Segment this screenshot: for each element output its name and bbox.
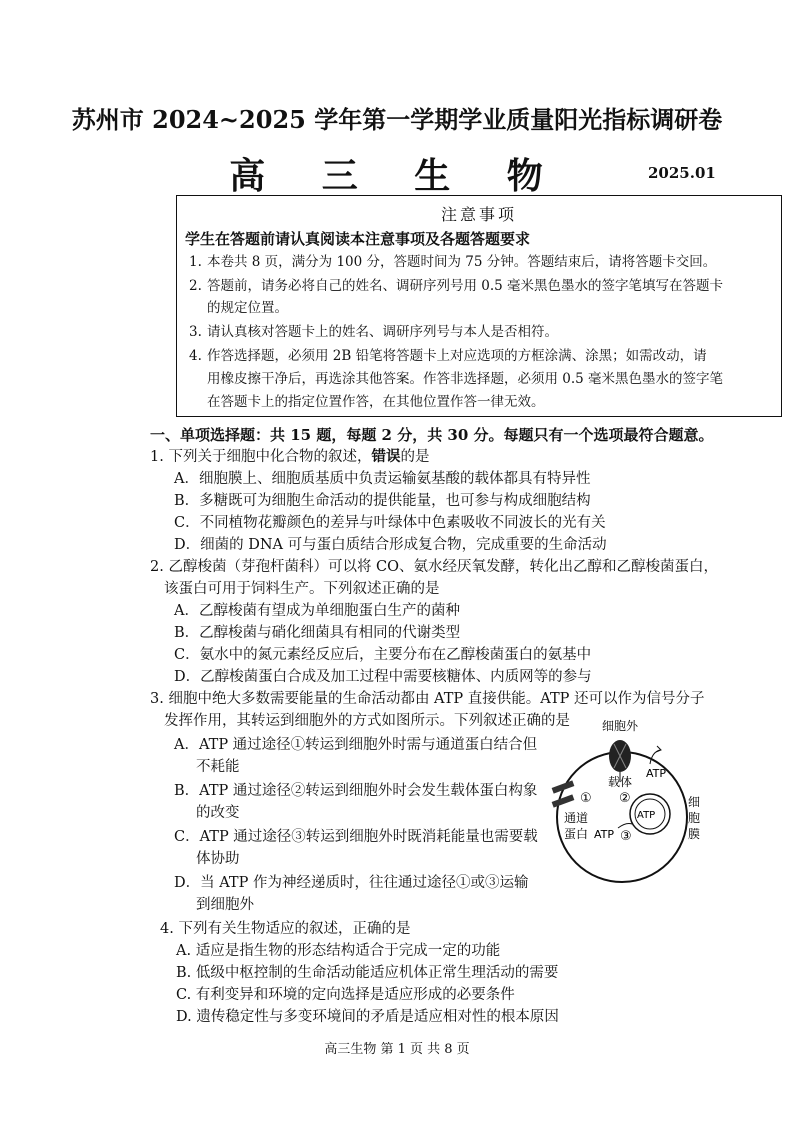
question-3-option-a-continued: 不耗能	[196, 759, 240, 775]
question-3-option-c: C．ATP 通过途径③转运到细胞外时既消耗能量也需要载	[174, 829, 538, 845]
stem-emphasis: 错误	[371, 448, 401, 465]
question-4-option-c: C. 有利变异和环境的定向选择是适应形成的必要条件	[176, 987, 515, 1003]
notice-item-text: 请认真核对答题卡上的姓名、调研序列号与本人是否相符。	[207, 324, 558, 340]
notice-item-3	[189, 320, 773, 344]
question-1-option-d: D．细菌的 DNA 可与蛋白质结合形成复合物，完成重要的生命活动	[174, 537, 607, 553]
path-3-label: ③	[620, 829, 632, 844]
notice-item-number: 2.	[189, 278, 202, 294]
question-1-option-c: C．不同植物花瓣颜色的差异与叶绿体中色素吸收不同波长的光有关	[174, 515, 606, 531]
stem-text: 的是	[400, 449, 430, 465]
question-2-option-b: B．乙醇梭菌与硝化细菌具有相同的代谢类型	[174, 625, 461, 641]
question-2-stem: 2. 乙醇梭菌（芽孢杆菌科）可以将 CO、氨水经厌氧发酵，转化出乙醇和乙醇梭菌蛋白，	[150, 559, 719, 575]
notice-item-2	[189, 274, 773, 298]
notice-item-text: 答题前，请务必将自己的姓名、调研序列号用 0.5 毫米黑色墨水的签字笔填写在答题卡	[207, 278, 724, 294]
question-4-stem: 4. 下列有关生物适应的叙述，正确的是	[160, 921, 411, 937]
path-2-label: ②	[619, 791, 631, 806]
notice-requirement: 学生在答题前请认真阅读本注意事项及各题答题要求	[185, 230, 531, 248]
notice-item-4-continued: 用橡皮擦干净后，再选涂其他答案。作答非选择题，必须用 0.5 毫米黑色墨水的签字笔	[207, 371, 724, 387]
question-4-option-b: B. 低级中枢控制的生命活动能适应机体正常生理活动的需要	[176, 965, 559, 981]
notice-title: 注意事项	[440, 205, 517, 224]
carrier-label: 载体	[608, 775, 633, 789]
question-3-option-d-continued: 到细胞外	[196, 897, 254, 913]
stem-text: 1. 下列关于细胞中化合物的叙述，	[150, 449, 372, 465]
notice-item-number: 4.	[189, 348, 202, 364]
question-2-option-a: A．乙醇梭菌有望成为单细胞蛋白生产的菌种	[174, 603, 460, 619]
question-3-stem-continued: 发挥作用，其转运到细胞外的方式如图所示。下列叙述正确的是	[164, 713, 570, 729]
membrane-label-2: 胞	[688, 811, 701, 825]
question-4-option-d: D. 遗传稳定性与多变环境间的矛盾是适应相对性的根本原因	[176, 1009, 559, 1025]
question-3-option-b-continued: 的改变	[196, 805, 240, 821]
question-2-option-d: D．乙醇梭菌蛋白合成及加工过程中需要核糖体、内质网等的参与	[174, 669, 592, 685]
notice-box	[176, 195, 782, 417]
notice-item-number: 3.	[189, 324, 202, 340]
question-1-option-b: B．多糖既可为细胞生命活动的提供能量，也可参与构成细胞结构	[174, 493, 591, 509]
question-1-stem	[150, 446, 429, 468]
atp-inside-label: ATP	[594, 828, 615, 841]
notice-item-4	[189, 344, 773, 368]
notice-item-text: 本卷共 8 页，满分为 100 分，答题时间为 75 分钟。答题结束后，请将答题卡交回。	[207, 254, 717, 270]
page-footer: 高三生物 第 1 页 共 8 页	[324, 1042, 470, 1057]
vesicle-atp-label: ATP	[637, 810, 656, 821]
question-3-option-d: D．当 ATP 作为神经递质时，往往通过途径①或③运输	[174, 875, 529, 891]
path-3-arrow	[618, 824, 632, 829]
notice-item-1	[189, 250, 773, 274]
question-2-option-c: C．氨水中的氮元素经反应后，主要分布在乙醇梭菌蛋白的氨基中	[174, 647, 592, 663]
exam-date: 2025.01	[648, 164, 716, 182]
question-3-option-b: B．ATP 通过途径②转运到细胞外时会发生载体蛋白构象	[174, 783, 538, 799]
channel-label-1: 通道	[564, 811, 589, 825]
atp-outside-label: ATP	[646, 767, 667, 780]
question-3-option-c-continued: 体协助	[196, 851, 240, 867]
atp-transport-figure	[540, 712, 730, 892]
section-heading: 一、单项选择题：共 15 题，每题 2 分，共 30 分。每题只有一个选项最符合题意。	[150, 426, 714, 444]
membrane-label-3: 膜	[688, 827, 701, 841]
outside-label: 细胞外	[602, 719, 639, 733]
notice-item-number: 1.	[189, 254, 202, 270]
exam-title: 苏州市 2024~2025 学年第一学期学业质量阳光指标调研卷	[71, 105, 723, 134]
question-1-option-a: A．细胞膜上、细胞质基质中负责运输氨基酸的载体都具有特异性	[174, 471, 591, 487]
question-4-option-a: A. 适应是指生物的形态结构适合于完成一定的功能	[176, 943, 501, 959]
notice-item-text: 作答选择题，必须用 2B 铅笔将答题卡上对应选项的方框涂满、涂黑；如需改动，请	[207, 348, 707, 364]
channel-label-2: 蛋白	[564, 827, 589, 841]
question-3-option-a: A．ATP 通过途径①转运到细胞外时需与通道蛋白结合但	[174, 737, 538, 753]
subject-title: 高 三 生 物	[229, 155, 565, 197]
question-3-stem: 3. 细胞中绝大多数需要能量的生命活动都由 ATP 直接供能。ATP 还可以作为信号分子	[150, 691, 705, 707]
notice-item-2-continued: 的规定位置。	[207, 300, 288, 316]
channel-protein-bottom	[552, 794, 575, 807]
path-1-label: ①	[580, 791, 592, 806]
question-2-stem-continued: 该蛋白可用于饲料生产。下列叙述正确的是	[164, 581, 440, 597]
membrane-label-1: 细	[688, 795, 701, 809]
notice-item-4-continued: 在答题卡上的指定位置作答，在其他位置作答一律无效。	[207, 394, 545, 410]
